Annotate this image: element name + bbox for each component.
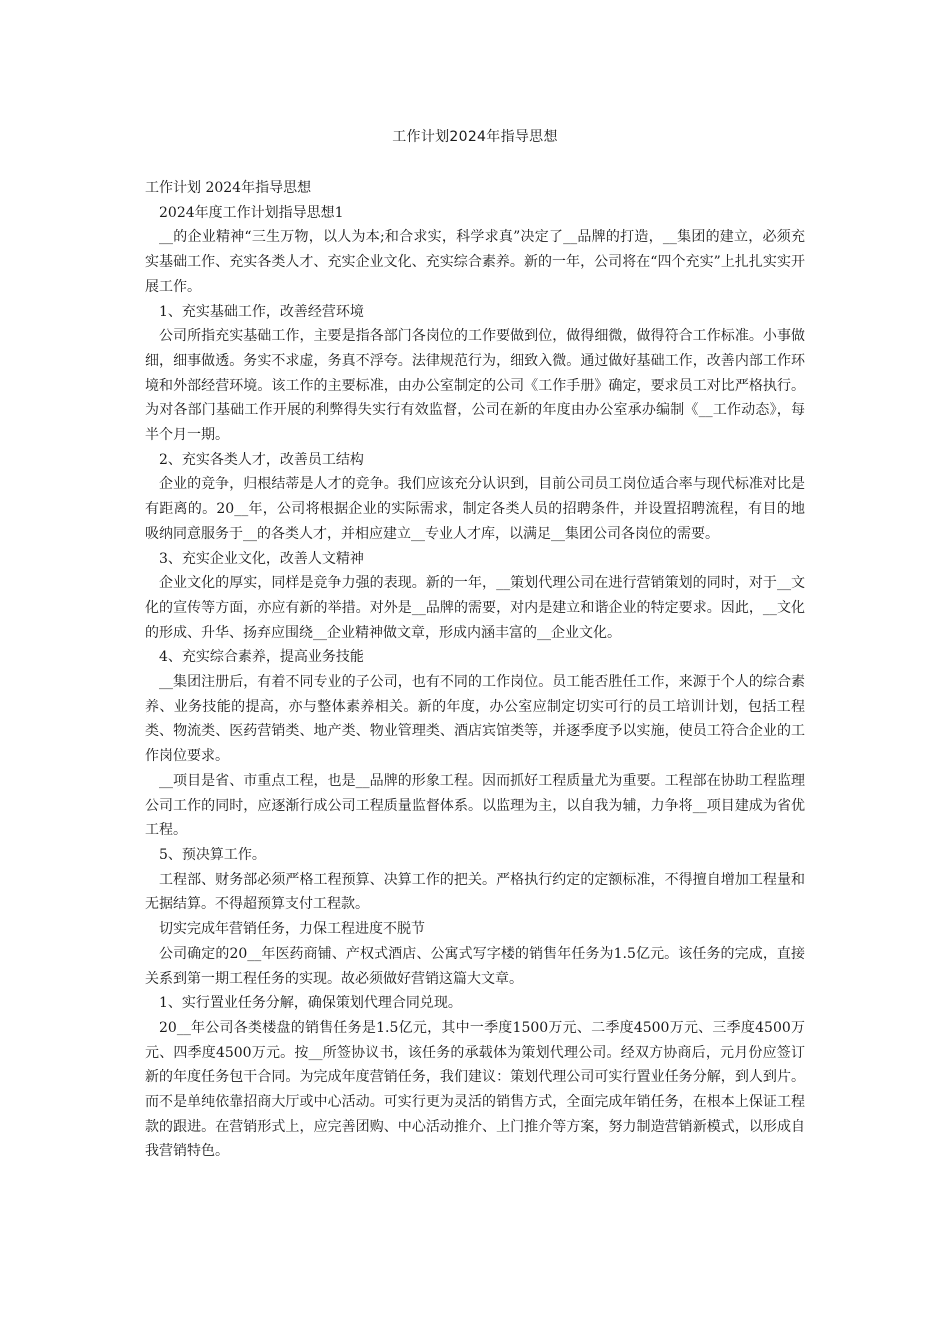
paragraph: 2、充实各类人才，改善员工结构: [159, 451, 364, 468]
paragraph: 企业文化的厚实，同样是竞争力强的表现。新的一年，__策划代理公司在进行营销策划的同时，对于__文化的宣传等方面，亦应有新的举措。对外是__品牌的需要，对内是建立和谐企业的特定要求。因此，__文化的形成、升华、扬弃应围绕__企业精神做文章，形成内涵丰富的__企业文化。: [145, 575, 805, 641]
paragraph: __项目是省、市重点工程，也是__品牌的形象工程。因而抓好工程质量尤为重要。工程部在协助工程监理公司工作的同时，应逐渐行成公司工程质量监督体系。以监理为主，以自我为辅，力争将__项目建成为省优工程。: [145, 772, 805, 839]
paragraph: 工作计划 2024年指导思想: [145, 180, 312, 196]
paragraph: 20__年公司各类楼盘的销售任务是1.5亿元，其中一季度1500万元、二季度4500万元、三季度4500万元、四季度4500万元。按__所签协议书，该任务的承载体为策划代理公司。经双方协商后，元月份应签订新的年度任务包干合同。为完成年度营销任务，我们建议：策划代理公司可实行置业任务分解，到人到片。而不是单纯依靠招商大厅或中心活动。可实行更为灵活的销售方式，全面完成年销任务，在根本上保证工程款的跟进。在营销形式上，应完善团购、中心活动推介、上门推介等方案，努力制造营销新模式，以形成自我营销特色。: [145, 1019, 805, 1160]
paragraph: __的企业精神“三生万物，以人为本;和合求实，科学求真”决定了__品牌的打造，__集团的建立，必须充实基础工作、充实各类人才、充实企业文化、充实综合素养。新的一年，公司将在“四个充实”上扎扎实实开展工作。: [145, 229, 805, 295]
paragraph: __集团注册后，有着不同专业的子公司，也有不同的工作岗位。员工能否胜任工作，来源于个人的综合素养、业务技能的提高，亦与整体素养相关。新的年度，办公室应制定切实可行的员工培训计划，包括工程类、物流类、医药营销类、地产类、物业管理类、酒店宾馆类等，并逐季度予以实施，使员工符合企业的工作岗位要求。: [145, 674, 805, 765]
paragraph: 公司所指充实基础工作，主要是指各部门各岗位的工作要做到位，做得细微，做得符合工作标准。小事做细，细事做透。务实不求虚，务真不浮夸。法律规范行为，细致入微。通过做好基础工作，改善内部工作环境和外部经营环境。该工作的主要标准，由办公室制定的公司《工作手册》确定，要求员工对比严格执行。为对各部门基础工作开展的利弊得失实行有效监督，公司在新的年度由办公室承办编制《__工作动态》，每半个月一期。: [145, 328, 805, 444]
document-title: 工作计划2024年指导思想: [392, 129, 558, 145]
paragraph: 1、实行置业任务分解，确保策划代理合同兑现。: [159, 995, 462, 1012]
paragraph: 企业的竞争，归根结蒂是人才的竞争。我们应该充分认识到，目前公司员工岗位适合率与现代标准对比是有距离的。20__年，公司将根据企业的实际需求，制定各类人员的招聘条件，并设置招聘流程，有目的地吸纳同意服务于__的各类人才，并相应建立__专业人才库，以满足__集团公司各岗位的需要。: [145, 476, 805, 542]
paragraph: 工程部、财务部必须严格工程预算、决算工作的把关。严格执行约定的定额标准，不得擅自增加工程量和无据结算。不得超预算支付工程款。: [145, 871, 805, 913]
paragraph: 5、预决算工作。: [159, 846, 266, 863]
paragraph: 切实完成年营销任务，力保工程进度不脱节: [159, 921, 425, 938]
paragraph: 2024年度工作计划指导思想1: [159, 204, 344, 221]
paragraph: 4、充实综合素养，提高业务技能: [159, 649, 364, 666]
paragraph: 公司确定的20__年医药商铺、产权式酒店、公寓式写字楼的销售年任务为1.5亿元。该任务的完成，直接关系到第一期工程任务的实现。故必须做好营销这篇大文章。: [145, 945, 805, 987]
paragraph: 3、充实企业文化，改善人文精神: [159, 550, 364, 567]
paragraph: 1、充实基础工作，改善经营环境: [159, 303, 364, 320]
document-body: [145, 176, 805, 1164]
